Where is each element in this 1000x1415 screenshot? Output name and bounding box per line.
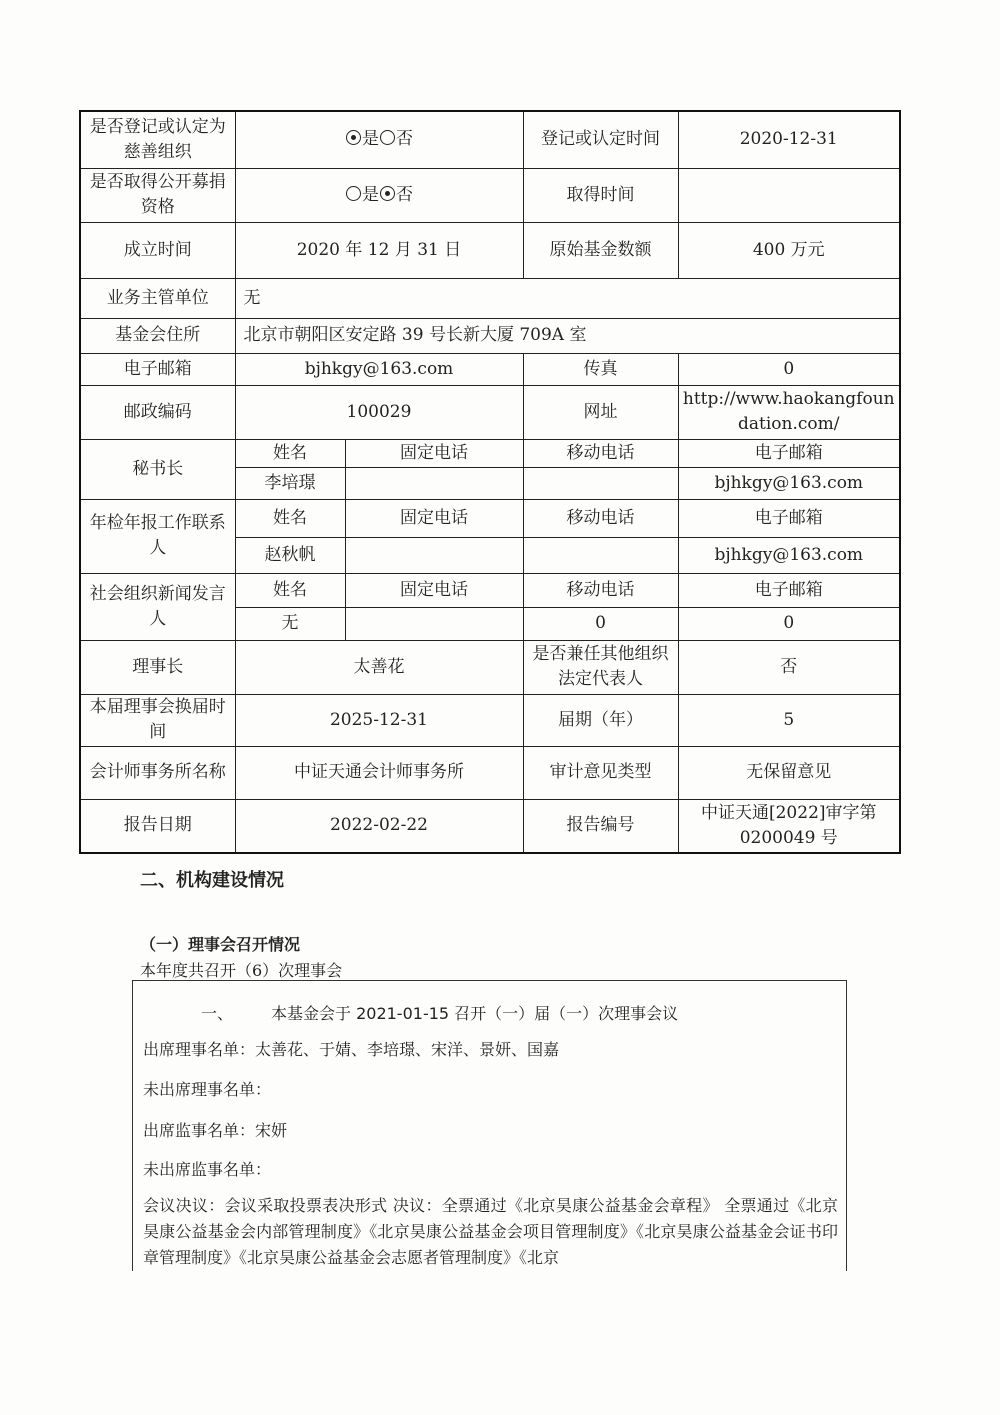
secretary-email: bjhkgy@163.com [678,467,900,499]
charity-date-value: 2020-12-31 [678,111,900,168]
charity-radio-group [235,111,523,168]
annual-contact-mobile [523,537,678,573]
meeting-record-box [132,980,847,1271]
attending-directors [143,1037,559,1060]
postcode-label: 邮政编码 [80,385,235,439]
report-number-value: 中证天通[2022]审字第0200049 号 [678,799,900,853]
address-label: 基金会住所 [80,318,235,353]
audit-opinion-label: 审计意见类型 [523,746,678,799]
annual-contact-name: 赵秋帆 [235,537,345,573]
col-name-header: 姓名 [235,439,345,467]
table-row [80,168,900,222]
table-row [80,799,900,853]
fund-amount-value: 400 万元 [678,222,900,278]
absent-supervisors-label: 未出席监事名单： [143,1160,272,1179]
secretary-mobile [523,467,678,499]
concurrent-rep-label: 是否兼任其他组织法定代表人 [523,640,678,694]
table-row [80,573,900,607]
email-value: bjhkgy@163.com [235,353,523,385]
spokesman-mobile: 0 [523,607,678,640]
address-value: 北京市朝阳区安定路 39 号长新大厦 709A 室 [235,318,900,353]
col-mobile-header: 移动电话 [523,573,678,607]
chairman-value: 太善花 [235,640,523,694]
chairman-label: 理事长 [80,640,235,694]
table-row [80,385,900,439]
website-value: http://www.haokangfoundation.com/ [678,385,900,439]
table-row [80,439,900,467]
radio-yes-label: 是 [362,184,379,205]
radio-no-label: 否 [396,184,413,205]
report-number-label: 报告编号 [523,799,678,853]
table-row [80,746,900,799]
charity-date-label: 登记或认定时间 [523,111,678,168]
radio-no-icon[interactable] [380,130,395,145]
col-email-header: 电子邮箱 [678,439,900,467]
secretary-name: 李培璟 [235,467,345,499]
subsection-title: （一）理事会召开情况 [140,935,301,954]
spokesman-name: 无 [235,607,345,640]
email-label: 电子邮箱 [80,353,235,385]
table-row [80,318,900,353]
supervisor-unit-label: 业务主管单位 [80,278,235,318]
concurrent-rep-value: 否 [678,640,900,694]
fax-value: 0 [678,353,900,385]
meeting-count: 本年度共召开（6）次理事会 [140,961,343,980]
col-name-header: 姓名 [235,499,345,537]
basic-info-table [79,110,901,854]
col-phone-header: 固定电话 [345,499,523,537]
fundraising-radio-group [235,168,523,222]
annual-contact-email: bjhkgy@163.com [678,537,900,573]
audit-opinion-value: 无保留意见 [678,746,900,799]
col-email-header: 电子邮箱 [678,573,900,607]
fundraising-date-value [678,168,900,222]
audit-firm-value: 中证天通会计师事务所 [235,746,523,799]
absent-directors [143,1077,271,1100]
radio-yes-icon[interactable] [346,186,361,201]
radio-no-label: 否 [396,129,413,150]
meeting-title: 本基金会于 2021-01-15 召开（一）届（一）次理事会议 [271,1004,679,1023]
term-change-label: 本届理事会换届时间 [80,694,235,746]
col-mobile-header: 移动电话 [523,499,678,537]
charity-label: 是否登记或认定为慈善组织 [80,111,235,168]
table-row [80,499,900,537]
fax-label: 传真 [523,353,678,385]
spokesman-email: 0 [678,607,900,640]
fund-amount-label: 原始基金数额 [523,222,678,278]
col-email-header: 电子邮箱 [678,499,900,537]
annual-contact-phone [345,537,523,573]
fundraising-date-label: 取得时间 [523,168,678,222]
radio-no-selected-icon[interactable] [380,186,395,201]
report-date-value: 2022-02-22 [235,799,523,853]
term-years-value: 5 [678,694,900,746]
section-title: 二、机构建设情况 [140,870,284,891]
attending-supervisors [143,1118,287,1141]
radio-yes-label: 是 [362,129,379,150]
absent-directors-label: 未出席理事名单： [143,1080,272,1099]
radio-yes-selected-icon[interactable] [346,130,361,145]
table-row [80,640,900,694]
col-name-header: 姓名 [235,573,345,607]
table-row [80,111,900,168]
table-row [80,222,900,278]
audit-firm-label: 会计师事务所名称 [80,746,235,799]
attending-supervisors-label: 出席监事名单： [143,1121,256,1140]
table-row [80,353,900,385]
col-phone-header: 固定电话 [345,439,523,467]
term-change-value: 2025-12-31 [235,694,523,746]
founded-label: 成立时间 [80,222,235,278]
fundraising-label: 是否取得公开募捐资格 [80,168,235,222]
col-phone-header: 固定电话 [345,573,523,607]
table-row [80,278,900,318]
absent-supervisors [143,1157,271,1180]
col-mobile-header: 移动电话 [523,439,678,467]
attending-directors-value: 太善花、于婧、李培璟、宋洋、景妍、国嘉 [255,1040,560,1059]
secretary-phone [345,467,523,499]
spokesman-phone [345,607,523,640]
meeting-number: 一、 [201,1004,234,1023]
founded-value: 2020 年 12 月 31 日 [235,222,523,278]
website-label: 网址 [523,385,678,439]
meeting-heading [201,1001,678,1024]
attending-directors-label: 出席理事名单： [143,1040,256,1059]
spokesman-label: 社会组织新闻发言人 [80,573,235,640]
report-date-label: 报告日期 [80,799,235,853]
annual-contact-label: 年检年报工作联系人 [80,499,235,573]
attending-supervisors-value: 宋妍 [255,1121,288,1140]
table-row [80,694,900,746]
secretary-label: 秘书长 [80,439,235,499]
supervisor-unit-value: 无 [235,278,900,318]
meeting-resolution: 会议决议：会议采取投票表决形式 决议：全票通过《北京昊康公益基金会章程》 全票通过《北京昊康公益基金会内部管理制度》《北京昊康公益基金会项目管理制度》《北京昊康公益基金会证书印章管理制度》《北京昊康公益基金会志愿者管理制度》《北京 [143,1196,838,1267]
term-years-label: 届期（年） [523,694,678,746]
postcode-value: 100029 [235,385,523,439]
